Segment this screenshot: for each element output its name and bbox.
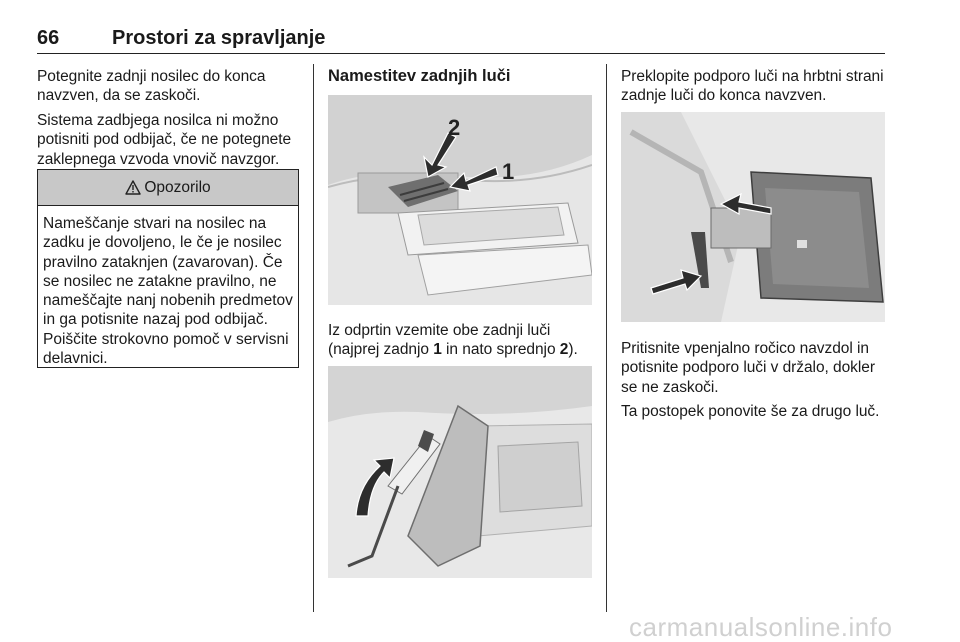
warning-triangle-icon: [125, 180, 141, 195]
col3-paragraph-1: Preklopite podporo luči na hrbtni strani zadnje luči do konca navzven.: [621, 68, 884, 105]
figure-remove-lights: [328, 95, 592, 305]
caption-text-3: ).: [568, 341, 578, 359]
header-rule: [37, 53, 885, 54]
figure-caption: [328, 321, 600, 360]
warning-header: [38, 170, 298, 206]
figure-fold-support: [328, 366, 592, 578]
warning-text: Nameščanje stvari na nosilec na zadku je dovoljeno, le če je nosilec pravilno zataknjen (zavarovan). Če se nosilec ne zatakne pravilno, ne nameščajte nanj nobenih predmetov in ga potisnite nazaj pod odbijač. Poiščite strokovno pomoč v servisni delavnici.: [43, 215, 293, 368]
warning-title: Opozorilo: [144, 178, 211, 196]
caption-text-2: in nato sprednjo: [441, 341, 560, 359]
column-divider-1: [313, 64, 314, 612]
col3-paragraph-3: Ta postopek ponovite še za drugo luč.: [621, 403, 880, 420]
figure-label-2: 2: [448, 115, 461, 140]
warning-box: [37, 169, 299, 368]
page-title: Prostori za spravljanje: [112, 27, 326, 49]
figure-press-lever: [621, 112, 885, 322]
caption-number-1: 1: [433, 341, 442, 359]
caption-number-2: 2: [559, 341, 569, 359]
watermark: carmanualsonline.info: [629, 612, 893, 642]
column-divider-2: [606, 64, 607, 612]
col3-paragraph-2: Pritisnite vpenjalno ročico navzdol in potisnite podporo luči v držalo, dokler se ne zaskoči.: [621, 340, 875, 396]
section-heading: Namestitev zadnjih luči: [328, 67, 511, 85]
col1-paragraph-2: Sistema zadbjega nosilca ni možno potisniti pod odbijač, če ne potegnete zaklepnega vzvoda vnovič navzgor.: [37, 112, 292, 168]
page-number: 66: [37, 27, 60, 49]
figure-label-1: 1: [502, 159, 515, 184]
col1-paragraph-1: Potegnite zadnji nosilec do konca navzven, da se zaskoči.: [37, 68, 266, 105]
caption-text-1: Iz odprtin vzemite obe zadnji luči (najprej zadnjo: [328, 322, 551, 359]
